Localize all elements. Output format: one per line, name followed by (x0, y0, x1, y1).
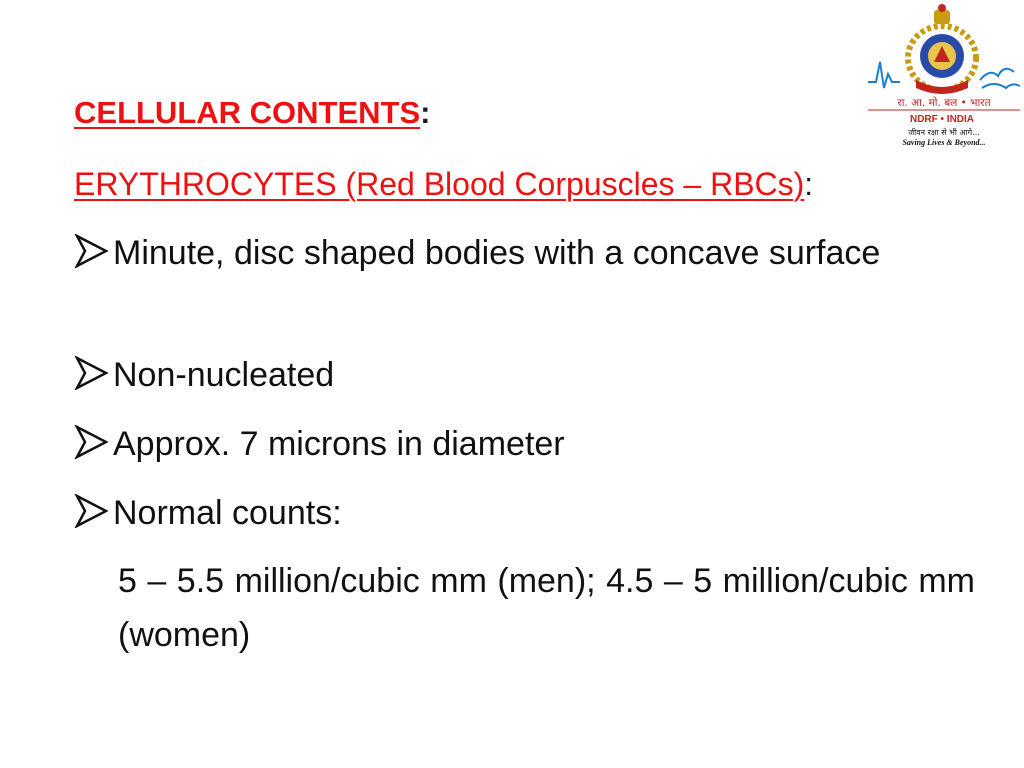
title-text: CELLULAR CONTENTS (74, 95, 421, 130)
logo-line-2: NDRF • INDIA (909, 114, 975, 125)
arrow-bullet-icon (74, 494, 108, 528)
subtitle-text: ERYTHROCYTES (Red Blood Corpuscles – RBCs) (74, 166, 805, 202)
bullet-item (74, 417, 974, 471)
ndrf-emblem-icon (864, 2, 1024, 150)
arrow-bullet-icon (74, 234, 108, 268)
title-colon: : (420, 95, 431, 130)
bullet-text: Normal counts: (113, 494, 342, 532)
bullet-text: Non-nucleated (113, 356, 335, 394)
normal-counts-text: 5 – 5.5 million/cubic mm (men); 4.5 – 5 million/cubic mm (women) (118, 562, 975, 654)
arrow-bullet-icon (74, 425, 108, 459)
bullet-item (74, 486, 974, 540)
bullet-item (74, 226, 974, 280)
bullet-text: Minute, disc shaped bodies with a concave surface (113, 234, 881, 272)
bullet-item (74, 348, 974, 402)
ndrf-logo (864, 2, 1024, 150)
logo-line-1: रा. आ. मो. बल • भारत (897, 97, 991, 109)
slide-subtitle (74, 162, 813, 206)
logo-line-3: जीवन रक्षा से भी आगे... (908, 128, 980, 137)
arrow-bullet-icon (74, 356, 108, 390)
subtitle-colon: : (804, 166, 814, 202)
logo-line-4: Saving Lives & Beyond... (902, 138, 986, 147)
bullet-text: Approx. 7 microns in diameter (113, 425, 565, 463)
slide-title (74, 92, 430, 134)
